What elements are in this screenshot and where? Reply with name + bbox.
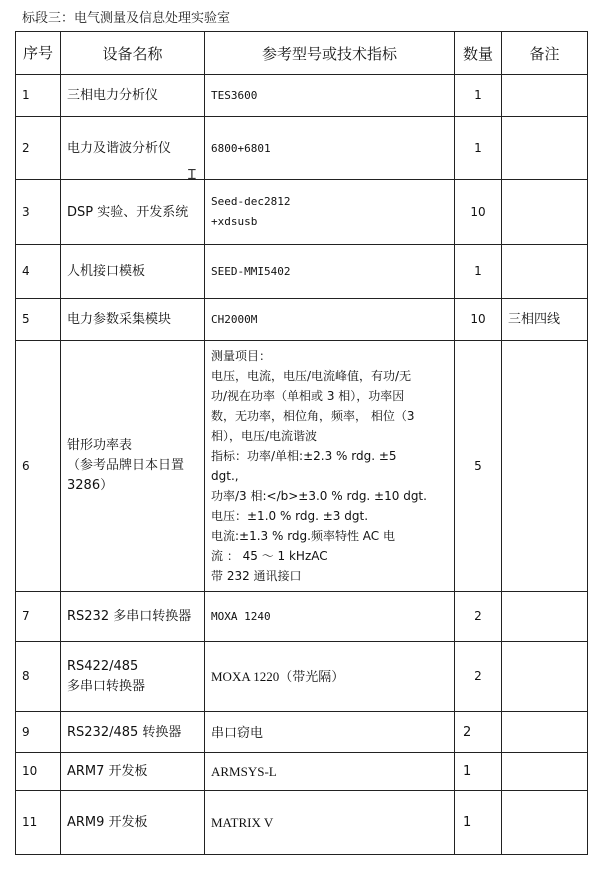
row-name: RS232 多串口转换器 (61, 592, 205, 642)
header-name: 设备名称 (61, 32, 205, 75)
row-qty: 1 (455, 791, 502, 855)
row-notes (502, 592, 588, 642)
row-notes (502, 75, 588, 117)
row-no: 1 (16, 75, 61, 117)
table-header-row (16, 32, 588, 75)
spec-line: 指标：功率/单相:±2.3 % rdg. ±5 (211, 449, 397, 463)
table-row (16, 245, 588, 299)
row-qty: 2 (455, 642, 502, 712)
equipment-table (15, 31, 588, 855)
name-line: 钳形功率表 (67, 438, 133, 453)
page-title: 标段三：电气测量及信息处理实验室 (22, 11, 231, 26)
table-row (16, 75, 588, 117)
row-notes (502, 753, 588, 791)
table-row (16, 753, 588, 791)
row-model: MOXA 1220（带光隔） (205, 642, 455, 712)
row-name: ARM9 开发板 (61, 791, 205, 855)
row-model: 串口窃电 (205, 712, 455, 753)
row-model: MOXA 1240 (205, 592, 455, 642)
spec-line: dgt., (211, 469, 239, 483)
row-name (61, 341, 205, 592)
table-row (16, 341, 588, 592)
spec-line: 数，无功率，相位角，频率， 相位（3 (211, 409, 415, 423)
spec-line: 测量项目： (211, 349, 272, 363)
row-notes (502, 117, 588, 180)
model-line: +xdsusb (211, 215, 258, 228)
row-model: ARMSYS-L (205, 753, 455, 791)
row-no: 11 (16, 791, 61, 855)
row-no: 7 (16, 592, 61, 642)
row-qty: 1 (455, 245, 502, 299)
row-qty: 1 (455, 117, 502, 180)
header-notes: 备注 (502, 32, 588, 75)
row-model (205, 180, 455, 245)
spec-line: 电压：±1.0 % rdg. ±3 dgt. (211, 509, 369, 523)
spec-line: 功率/3 相:</b>±3.0 % rdg. ±10 dgt. (211, 489, 427, 503)
table-row (16, 592, 588, 642)
name-line: 多串口转换器 (67, 678, 146, 694)
spec-line: 流 ： 45 ～ 1 kHzAC (211, 549, 328, 563)
row-name: RS232/485 转换器 (61, 712, 205, 753)
row-qty: 10 (455, 180, 502, 245)
row-no: 3 (16, 180, 61, 245)
name-line: 3286） (67, 478, 114, 493)
row-name (61, 642, 205, 712)
row-spec (205, 341, 455, 592)
row-model: TES3600 (205, 75, 455, 117)
table-row (16, 791, 588, 855)
spec-line: 带 232 通讯接口 (211, 569, 302, 583)
name-line: （参考品牌日本日置 (67, 458, 185, 473)
row-no: 9 (16, 712, 61, 753)
row-notes (502, 791, 588, 855)
spec-line: 功/视在功率（单相或 3 相），功率因 (211, 389, 405, 403)
table-row (16, 117, 588, 180)
row-name: DSP 实验、开发系统 (61, 180, 205, 245)
row-model: 6800+6801 (205, 117, 455, 180)
row-no: 5 (16, 299, 61, 341)
row-no: 2 (16, 117, 61, 180)
row-qty: 2 (455, 712, 502, 753)
table-row (16, 642, 588, 712)
row-qty: 1 (455, 753, 502, 791)
header-no: 序号 (16, 32, 61, 75)
row-name: ARM7 开发板 (61, 753, 205, 791)
spec-line: 电流:±1.3 % rdg.频率特性 AC 电 (211, 529, 395, 543)
row-no: 10 (16, 753, 61, 791)
row-qty: 2 (455, 592, 502, 642)
row-model: CH2000M (205, 299, 455, 341)
model-line: Seed-dec2812 (211, 195, 291, 208)
table-row (16, 180, 588, 245)
spec-line: 电压，电流，电压/电流峰值，有功/无 (211, 369, 412, 383)
row-model: SEED-MMI5402 (205, 245, 455, 299)
row-notes (502, 180, 588, 245)
row-notes (502, 642, 588, 712)
row-name: 人机接口模板 (61, 245, 205, 299)
table-row (16, 712, 588, 753)
spec-line: 相），电压/电流谐波 (211, 429, 318, 443)
row-qty: 10 (455, 299, 502, 341)
row-notes: 三相四线 (502, 299, 588, 341)
table-row (16, 299, 588, 341)
row-no: 8 (16, 642, 61, 712)
header-model: 参考型号或技术指标 (205, 32, 455, 75)
row-notes (502, 712, 588, 753)
row-no: 4 (16, 245, 61, 299)
row-name: 电力参数采集模块 (61, 299, 205, 341)
row-notes (502, 341, 588, 592)
row-model: MATRIX V (205, 791, 455, 855)
text-cursor-icon: Ɪ (188, 167, 196, 183)
row-qty: 5 (455, 341, 502, 592)
row-no: 6 (16, 341, 61, 592)
row-notes (502, 245, 588, 299)
row-name: 三相电力分析仪 (61, 75, 205, 117)
row-qty: 1 (455, 75, 502, 117)
header-qty: 数量 (455, 32, 502, 75)
row-name: 电力及谐波分析仪 (61, 117, 205, 180)
name-line: RS422/485 (67, 658, 139, 674)
